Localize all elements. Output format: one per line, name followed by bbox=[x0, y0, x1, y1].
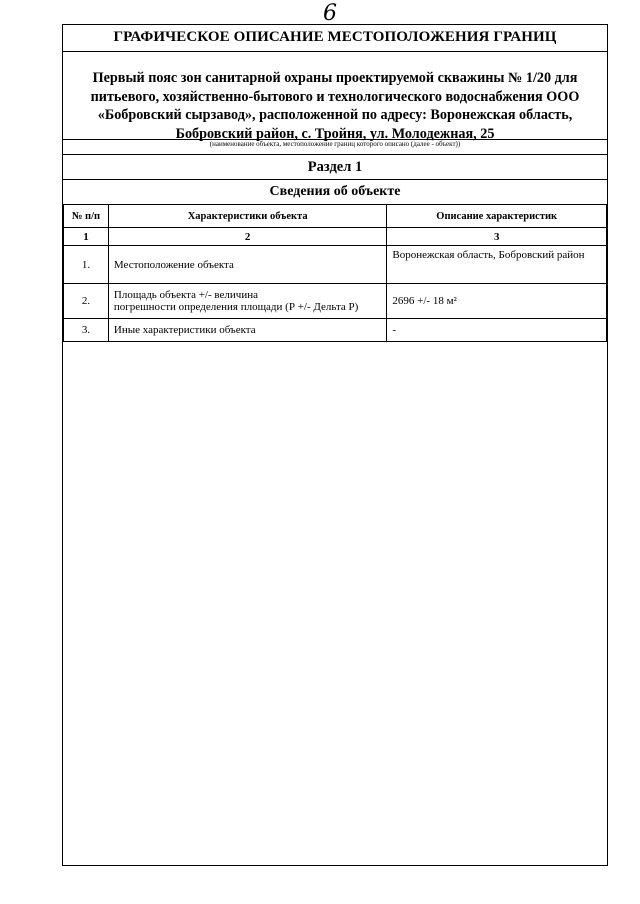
subject-line: питьевого, хозяйственно-бытового и технологического водоснабжения ООО bbox=[90, 88, 580, 105]
column-number: 3 bbox=[387, 228, 607, 246]
column-header-number: № п/п bbox=[64, 205, 109, 228]
row-characteristic bbox=[108, 319, 386, 342]
row-number: 2. bbox=[64, 284, 109, 319]
row-number: 1. bbox=[64, 246, 109, 284]
subject-line: Первый пояс зон санитарной охраны проектируемой скважины № 1/20 для bbox=[92, 70, 578, 86]
document-title: ГРАФИЧЕСКОЕ ОПИСАНИЕ МЕСТОПОЛОЖЕНИЯ ГРАНИЦ bbox=[113, 29, 557, 45]
document-frame bbox=[62, 24, 608, 866]
row-description: 2696 +/- 18 м² bbox=[387, 284, 607, 319]
table-row bbox=[64, 284, 607, 319]
table-row bbox=[64, 246, 607, 284]
row-description: Воронежская область, Бобровский район bbox=[387, 246, 607, 284]
column-number: 2 bbox=[108, 228, 386, 246]
column-numbers-row bbox=[64, 228, 607, 246]
title-divider bbox=[63, 51, 607, 52]
column-header-description: Описание характеристик bbox=[387, 205, 607, 228]
characteristic-line: погрешности определения площади (Р +/- Дельта Р) bbox=[113, 301, 359, 313]
row-number: 3. bbox=[64, 319, 109, 342]
table-header-row bbox=[64, 205, 607, 228]
section-title: Раздел 1 bbox=[307, 159, 363, 175]
row-description: - bbox=[387, 319, 607, 342]
row-characteristic bbox=[108, 246, 386, 284]
row-characteristic bbox=[108, 284, 386, 319]
table-row bbox=[64, 319, 607, 342]
object-subject bbox=[69, 69, 601, 143]
column-header-characteristic: Характеристики объекта bbox=[108, 205, 386, 228]
caption-divider bbox=[63, 154, 607, 155]
object-caption: (наименование объекта, местоположение границ которого описано (далее - объект)) bbox=[209, 140, 461, 148]
subject-line: Бобровский район, с. Тройня, ул. Молодежная, 25 bbox=[175, 125, 495, 142]
object-info-table bbox=[63, 204, 607, 342]
characteristic-line: Иные характеристики объекта bbox=[113, 324, 256, 336]
section-divider bbox=[63, 179, 607, 180]
characteristic-line: Местоположение объекта bbox=[113, 258, 234, 271]
characteristic-line: Площадь объекта +/- величина bbox=[113, 289, 258, 301]
section-subtitle: Сведения об объекте bbox=[269, 184, 401, 199]
subject-line: «Бобровский сырзавод», расположенной по адресу: Воронежская область, bbox=[97, 107, 573, 123]
column-number: 1 bbox=[64, 228, 109, 246]
page-number: 6 bbox=[323, 1, 337, 26]
